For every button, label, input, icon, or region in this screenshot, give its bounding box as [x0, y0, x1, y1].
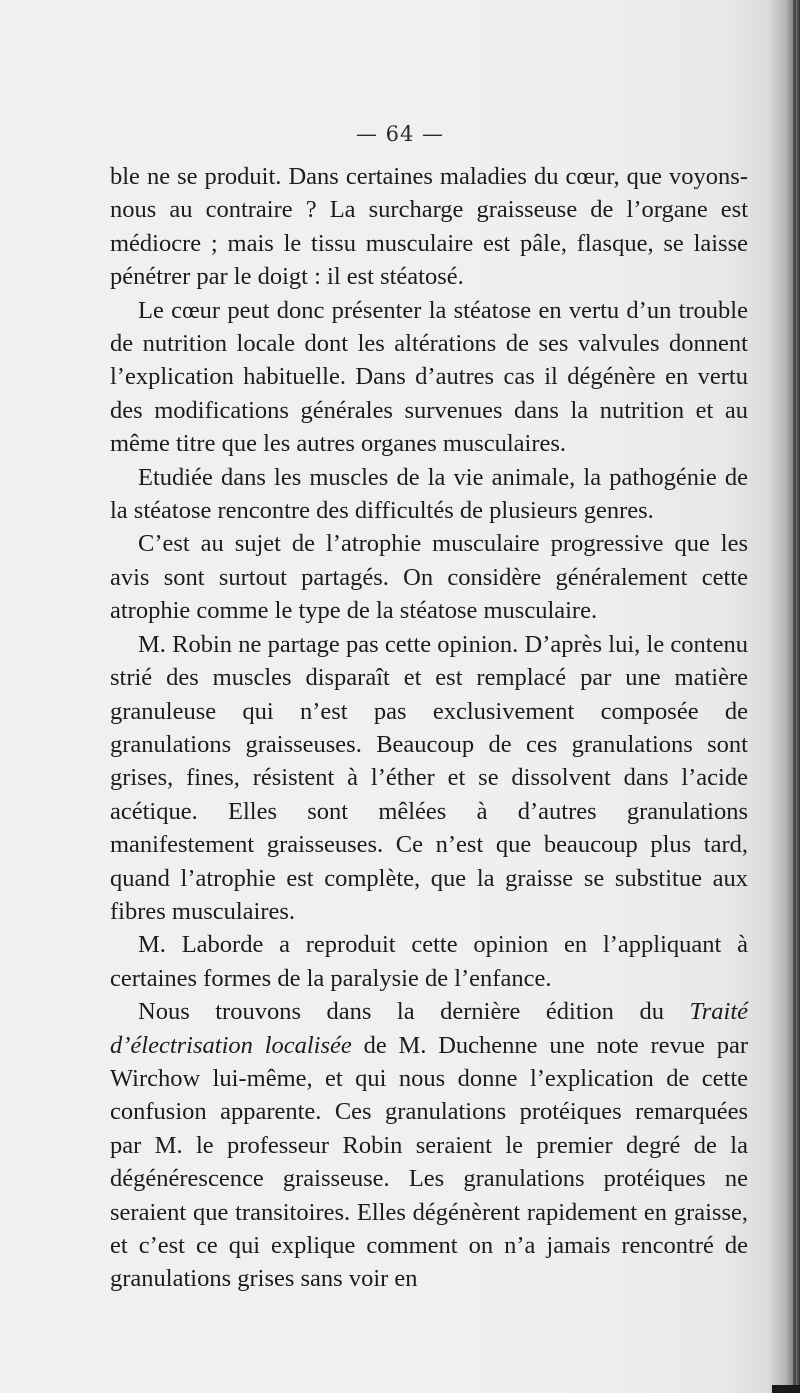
- book-title-italic: Traité d’électrisation localisée: [110, 998, 748, 1059]
- paragraph-7: [110, 995, 748, 1296]
- paragraph-6: M. Laborde a reproduit cette opinion en l’appliquant à certaines formes de la paralysie de l’enfance.: [110, 931, 748, 992]
- paragraph-4: C’est au sujet de l’atrophie musculaire progressive que les avis sont surtout partagés. On considère généralement cette atrophie comme le type de la stéatose musculaire.: [110, 530, 748, 625]
- scan-corner-mark: [772, 1385, 800, 1393]
- paragraph-3: Etudiée dans les muscles de la vie animale, la pathogénie de la stéatose rencontre des difficultés de plusieurs genres.: [110, 463, 748, 525]
- page-edge-line: [793, 0, 796, 1393]
- paragraph-7-before: Nous trouvons dans la dernière édition du: [138, 998, 690, 1026]
- paragraph-2: Le cœur peut donc présenter la stéatose en vertu d’un trouble de nutrition locale dont les altérations de ses valvules donnent l’explication habituelle. Dans d’autres cas il dégénère en vertu des modifications générales survenues dans la nutrition et au même titre que les autres organes musculaires.: [110, 296, 748, 458]
- body-text: [110, 160, 748, 1296]
- paragraph-1: ble ne se produit. Dans certaines maladies du cœur, que voyons-nous au contraire ? La surcharge graisseuse de l’organe est médiocre ; mais le tissu musculaire est pâle, flasque, se laisse pénétrer par le doigt : il est stéatosé.: [110, 163, 748, 291]
- paragraph-7-after: de M. Duchenne une note revue par Wirchow lui-même, et qui nous donne l’explication de cette confusion apparente. Ces granulations protéiques remarquées par M. le professeur Robin seraient le premier degré de la dégénérescence graisseuse. Les granulations protéiques ne seraient que transitoires. Elles dégénèrent rapidement en graisse, et c’est ce qui explique comment on n’a jamais rencontré de granulations grises sans voir en: [110, 1031, 748, 1293]
- paragraph-5: M. Robin ne partage pas cette opinion. D’après lui, le contenu strié des muscles disparaît et est remplacé par une matière granuleuse qui n’est pas exclusivement composée de granulations graisseuses. Beaucoup de ces granulations sont grises, fines, résistent à l’éther et se dissolvent dans l’acide acétique. Elles sont mêlées à d’autres granulations manifestement graisseuses. Ce n’est que beaucoup plus tard, quand l’atrophie est complète, que la graisse se substitue aux fibres musculaires.: [110, 630, 748, 925]
- page-number-header: — 64 —: [355, 122, 445, 146]
